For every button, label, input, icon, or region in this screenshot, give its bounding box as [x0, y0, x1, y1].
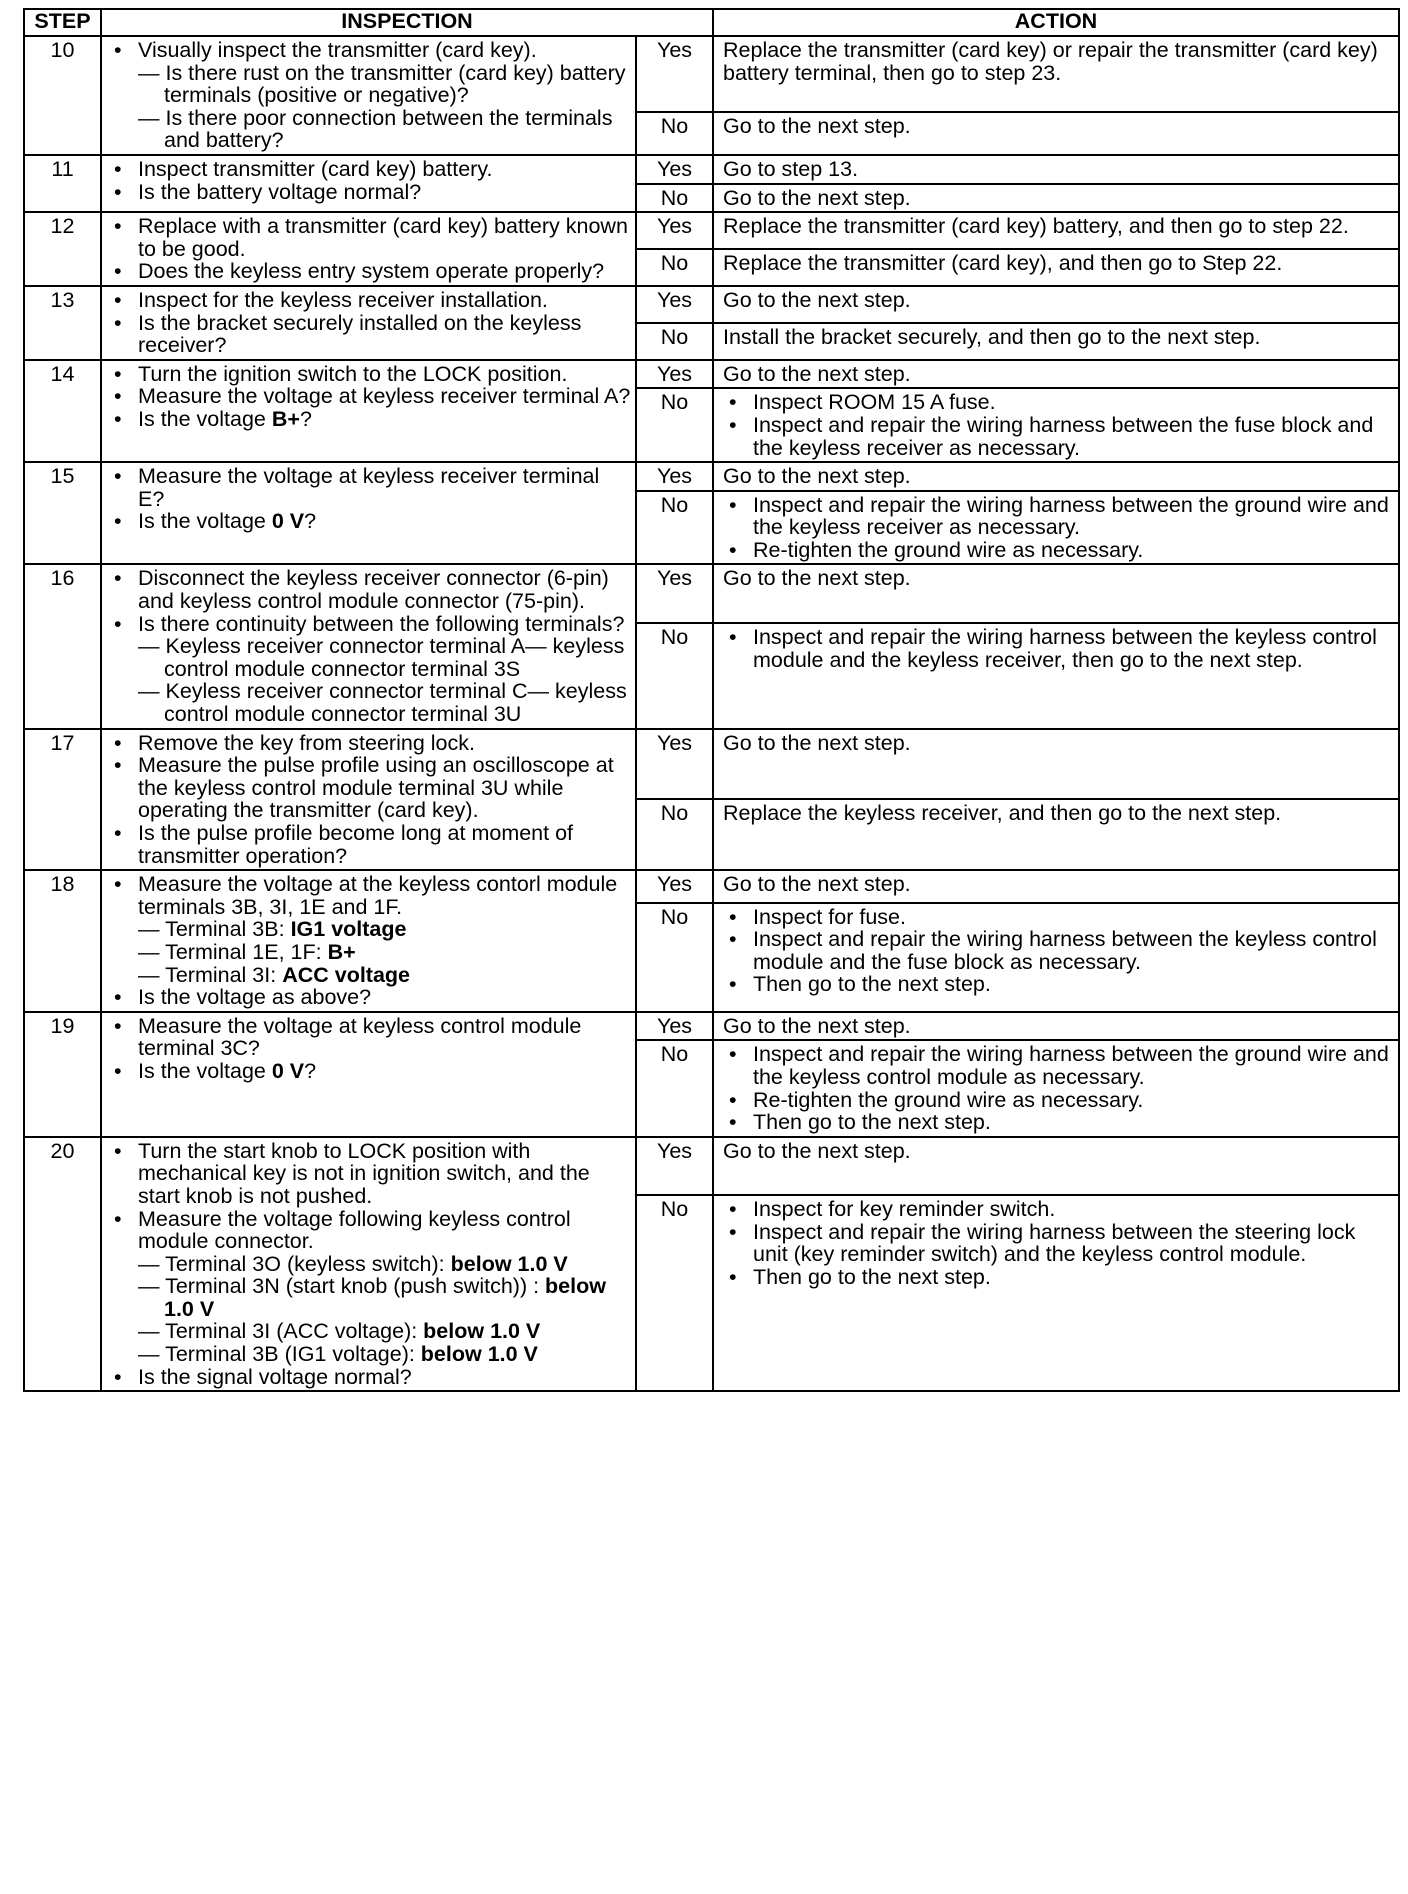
inspection-cell: [101, 564, 636, 728]
inspection-text-suffix: ?: [304, 509, 317, 534]
action-text: Replace the transmitter (card key) or repair the transmitter (card key) battery terminal, then go to step 23.: [723, 38, 1378, 85]
action-text: Go to the next step.: [723, 566, 911, 591]
inspection-subitem: [108, 1320, 631, 1343]
inspection-text: — Terminal 3I:: [138, 962, 283, 987]
step-number: 19: [24, 1012, 101, 1137]
inspection-cell: [101, 1012, 636, 1137]
step-number: 12: [24, 212, 101, 286]
no-action: [713, 491, 1399, 565]
inspection-bullet: [108, 1140, 631, 1208]
inspection-text: — Keyless receiver connector terminal A— keyless control module connector terminal 3S: [138, 634, 625, 681]
inspection-cell: [101, 729, 636, 871]
no-label: No: [636, 491, 713, 565]
inspection-spec-value: B+: [271, 406, 300, 431]
no-label: No: [636, 249, 713, 286]
step-number: 16: [24, 564, 101, 728]
inspection-subitem: [108, 918, 631, 941]
header-action: ACTION: [713, 9, 1399, 36]
yes-label: Yes: [636, 36, 713, 112]
inspection-text: — Terminal 1E, 1F:: [138, 939, 328, 964]
inspection-subitem: [108, 1343, 631, 1366]
action-bullet: • Re-tighten the ground wire as necessary.: [723, 539, 1392, 562]
inspection-bullet: [108, 510, 631, 533]
action-text: Go to the next step.: [723, 1138, 911, 1163]
yes-action: [713, 729, 1399, 800]
no-label: No: [636, 1040, 713, 1136]
action-bullet: • Then go to the next step.: [723, 973, 1392, 996]
inspection-bullet: [108, 408, 631, 431]
table-row-yes: [24, 870, 1399, 902]
action-text: Go to the next step.: [723, 1013, 911, 1038]
inspection-bullet: [108, 986, 631, 1009]
diagnostic-table: [23, 8, 1400, 1392]
action-bullet: • Inspect and repair the wiring harness between the steering lock unit (key reminder switch) and the keyless control module.: [723, 1221, 1392, 1266]
inspection-text: — Terminal 3B:: [138, 917, 291, 942]
inspection-text: — Terminal 3B (IG1 voltage):: [138, 1342, 421, 1367]
action-bullet: • Inspect and repair the wiring harness between the keyless control module and the keyless receiver, then go to the next step.: [723, 626, 1392, 671]
inspection-bullet: [108, 822, 631, 867]
inspection-text: Turn the start knob to LOCK position with mechanical key is not in ignition switch, and the start knob is not pushed.: [138, 1138, 590, 1208]
table-body: [24, 36, 1399, 1391]
inspection-subitem: [108, 680, 631, 725]
inspection-text: — Keyless receiver connector terminal C— keyless control module connector terminal 3U: [138, 679, 627, 727]
table-row-yes: [24, 155, 1399, 184]
action-text: Replace the keyless receiver, and then go to the next step.: [723, 801, 1282, 826]
inspection-text: Is the voltage as above?: [138, 985, 372, 1010]
header-step: STEP: [24, 9, 101, 36]
inspection-spec-value: IG1 voltage: [290, 917, 407, 942]
inspection-text: — Is there rust on the transmitter (card key) battery terminals (positive or negative)?: [138, 60, 626, 108]
inspection-bullet: [108, 385, 631, 408]
inspection-cell: [101, 1137, 636, 1392]
inspection-text-suffix: ?: [304, 1058, 317, 1083]
inspection-text: Is the signal voltage normal?: [138, 1364, 412, 1389]
inspection-cell: [101, 212, 636, 286]
action-bullet: • Inspect and repair the wiring harness between the ground wire and the keyless control module as necessary.: [723, 1043, 1392, 1088]
inspection-cell: [101, 462, 636, 564]
inspection-subitem: [108, 964, 631, 987]
action-text: Go to the next step.: [723, 361, 911, 386]
inspection-text: Measure the pulse profile using an oscilloscope at the keyless control module terminal 3U while operating the transmitter (card key).: [138, 753, 614, 823]
no-action: [713, 1195, 1399, 1391]
step-number: 20: [24, 1137, 101, 1392]
inspection-text: Remove the key from steering lock.: [138, 730, 475, 755]
inspection-text: Measure the voltage following keyless control module connector.: [138, 1206, 571, 1254]
action-text: Go to the next step.: [723, 185, 911, 210]
inspection-bullet: [108, 873, 631, 918]
action-text: Go to the next step.: [723, 730, 911, 755]
step-number: 17: [24, 729, 101, 871]
inspection-cell: [101, 360, 636, 462]
inspection-bullet: [108, 289, 631, 312]
yes-action: [713, 1137, 1399, 1195]
table-row-yes: [24, 729, 1399, 800]
step-number: 11: [24, 155, 101, 212]
action-text: Go to the next step.: [723, 287, 911, 312]
no-action: [713, 388, 1399, 462]
action-bullet: • Inspect and repair the wiring harness between the fuse block and the keyless receiver as necessary.: [723, 414, 1392, 459]
inspection-text: Is the voltage: [138, 509, 272, 534]
inspection-spec-value: 0 V: [271, 1058, 305, 1083]
yes-action: [713, 286, 1399, 323]
inspection-spec-value: below 1.0 V: [450, 1251, 568, 1276]
yes-action: [713, 360, 1399, 389]
table-row-yes: [24, 360, 1399, 389]
action-bullet: • Then go to the next step.: [723, 1111, 1392, 1134]
inspection-bullet: [108, 260, 631, 283]
inspection-bullet: [108, 39, 631, 62]
yes-action: [713, 870, 1399, 902]
action-bullet: • Inspect and repair the wiring harness between the ground wire and the keyless receiver as necessary.: [723, 494, 1392, 539]
yes-label: Yes: [636, 729, 713, 800]
inspection-cell: [101, 36, 636, 155]
action-bullet: • Inspect ROOM 15 A fuse.: [723, 391, 1392, 414]
action-text: Replace the transmitter (card key), and then go to Step 22.: [723, 251, 1283, 276]
table-row-yes: [24, 1137, 1399, 1195]
yes-action: [713, 155, 1399, 184]
inspection-text: Is the battery voltage normal?: [138, 179, 422, 204]
inspection-text: Measure the voltage at keyless receiver terminal E?: [138, 464, 600, 511]
step-number: 18: [24, 870, 101, 1012]
inspection-text: Replace with a transmitter (card key) battery known to be good.: [138, 214, 628, 261]
no-action: [713, 799, 1399, 870]
action-text: Go to the next step.: [723, 464, 911, 489]
inspection-subitem: [108, 107, 631, 152]
action-text: Go to the next step.: [723, 872, 911, 897]
yes-label: Yes: [636, 212, 713, 249]
inspection-text: — Is there poor connection between the terminals and battery?: [138, 105, 613, 153]
inspection-bullet: [108, 363, 631, 386]
no-action: [713, 903, 1399, 1012]
step-number: 10: [24, 36, 101, 155]
yes-label: Yes: [636, 155, 713, 184]
yes-action: [713, 462, 1399, 491]
yes-label: Yes: [636, 360, 713, 389]
table-row-yes: [24, 462, 1399, 491]
table-row-yes: [24, 36, 1399, 112]
action-text: Go to the next step.: [723, 114, 911, 139]
table-row-yes: [24, 212, 1399, 249]
yes-label: Yes: [636, 564, 713, 623]
inspection-bullet: [108, 1060, 631, 1083]
inspection-bullet: [108, 732, 631, 755]
yes-action: [713, 36, 1399, 112]
inspection-spec-value: 0 V: [271, 509, 305, 534]
no-label: No: [636, 1195, 713, 1391]
inspection-bullet: [108, 312, 631, 357]
header-inspection: INSPECTION: [101, 9, 713, 36]
yes-action: [713, 564, 1399, 623]
action-text: Replace the transmitter (card key) battery, and then go to step 22.: [723, 214, 1349, 239]
inspection-spec-value: below 1.0 V: [423, 1319, 541, 1344]
table-row-yes: [24, 286, 1399, 323]
yes-label: Yes: [636, 1137, 713, 1195]
inspection-bullet: [108, 1208, 631, 1253]
inspection-cell: [101, 155, 636, 212]
table-header-row: [24, 9, 1399, 36]
table-row-yes: [24, 1012, 1399, 1041]
action-bullet: • Inspect for fuse.: [723, 906, 1392, 929]
inspection-text: Turn the ignition switch to the LOCK position.: [138, 361, 568, 386]
inspection-bullet: [108, 754, 631, 822]
inspection-text: Visually inspect the transmitter (card key).: [138, 38, 537, 62]
inspection-cell: [101, 870, 636, 1012]
inspection-text: Inspect transmitter (card key) battery.: [138, 156, 493, 181]
inspection-text: Is the voltage: [138, 1058, 272, 1083]
inspection-bullet: [108, 1015, 631, 1060]
inspection-text: Is the bracket securely installed on the keyless receiver?: [138, 310, 582, 358]
inspection-bullet: [108, 567, 631, 612]
diagnostic-procedure-sheet: [23, 8, 1398, 1392]
inspection-text: Is there continuity between the following terminals?: [138, 611, 625, 636]
action-bullet: • Re-tighten the ground wire as necessary.: [723, 1089, 1392, 1112]
inspection-text: — Terminal 3O (keyless switch):: [138, 1251, 451, 1276]
inspection-spec-value: B+: [327, 939, 356, 964]
no-label: No: [636, 323, 713, 360]
inspection-cell: [101, 286, 636, 360]
inspection-bullet: [108, 613, 631, 636]
yes-action: [713, 1012, 1399, 1041]
table-row-yes: [24, 564, 1399, 623]
no-label: No: [636, 184, 713, 213]
action-text: Install the bracket securely, and then go to the next step.: [723, 324, 1261, 349]
inspection-subitem: [108, 62, 631, 107]
action-text: Go to step 13.: [723, 156, 859, 181]
step-number: 13: [24, 286, 101, 360]
inspection-spec-value: below 1.0 V: [164, 1274, 606, 1321]
inspection-text: Measure the voltage at keyless receiver terminal A?: [138, 384, 631, 409]
inspection-subitem: [108, 1275, 631, 1320]
yes-label: Yes: [636, 1012, 713, 1041]
action-bullet: • Then go to the next step.: [723, 1266, 1392, 1289]
yes-label: Yes: [636, 462, 713, 491]
inspection-subitem: [108, 941, 631, 964]
no-action: [713, 323, 1399, 360]
action-bullet: • Inspect for key reminder switch.: [723, 1198, 1392, 1221]
no-label: No: [636, 903, 713, 1012]
no-label: No: [636, 799, 713, 870]
inspection-spec-value: ACC voltage: [282, 962, 411, 987]
no-action: [713, 184, 1399, 213]
yes-label: Yes: [636, 870, 713, 902]
inspection-text-suffix: ?: [299, 406, 312, 431]
inspection-text: Measure the voltage at keyless control module terminal 3C?: [138, 1013, 582, 1061]
inspection-text: Inspect for the keyless receiver installation.: [138, 287, 548, 312]
inspection-text: Does the keyless entry system operate properly?: [138, 259, 605, 284]
inspection-text: — Terminal 3N (start knob (push switch)) :: [138, 1274, 546, 1299]
step-number: 14: [24, 360, 101, 462]
inspection-bullet: [108, 158, 631, 181]
inspection-subitem: [108, 1253, 631, 1276]
inspection-bullet: [108, 1366, 631, 1389]
no-label: No: [636, 112, 713, 155]
no-action: [713, 623, 1399, 728]
no-action: [713, 1040, 1399, 1136]
inspection-bullet: [108, 465, 631, 510]
inspection-text: Is the voltage: [138, 406, 272, 431]
step-number: 15: [24, 462, 101, 564]
yes-action: [713, 212, 1399, 249]
yes-label: Yes: [636, 286, 713, 323]
inspection-bullet: [108, 215, 631, 260]
action-bullet: • Inspect and repair the wiring harness between the keyless control module and the fuse block as necessary.: [723, 928, 1392, 973]
inspection-bullet: [108, 181, 631, 204]
no-label: No: [636, 388, 713, 462]
inspection-text: Disconnect the keyless receiver connector (6-pin) and keyless control module connector (75-pin).: [138, 566, 609, 614]
inspection-text: — Terminal 3I (ACC voltage):: [138, 1319, 424, 1344]
inspection-text: Is the pulse profile become long at moment of transmitter operation?: [138, 821, 574, 868]
no-action: [713, 249, 1399, 286]
no-action: [713, 112, 1399, 155]
inspection-text: Measure the voltage at the keyless contorl module terminals 3B, 3I, 1E and 1F.: [138, 872, 618, 919]
inspection-subitem: [108, 635, 631, 680]
inspection-spec-value: below 1.0 V: [420, 1342, 538, 1367]
no-label: No: [636, 623, 713, 728]
